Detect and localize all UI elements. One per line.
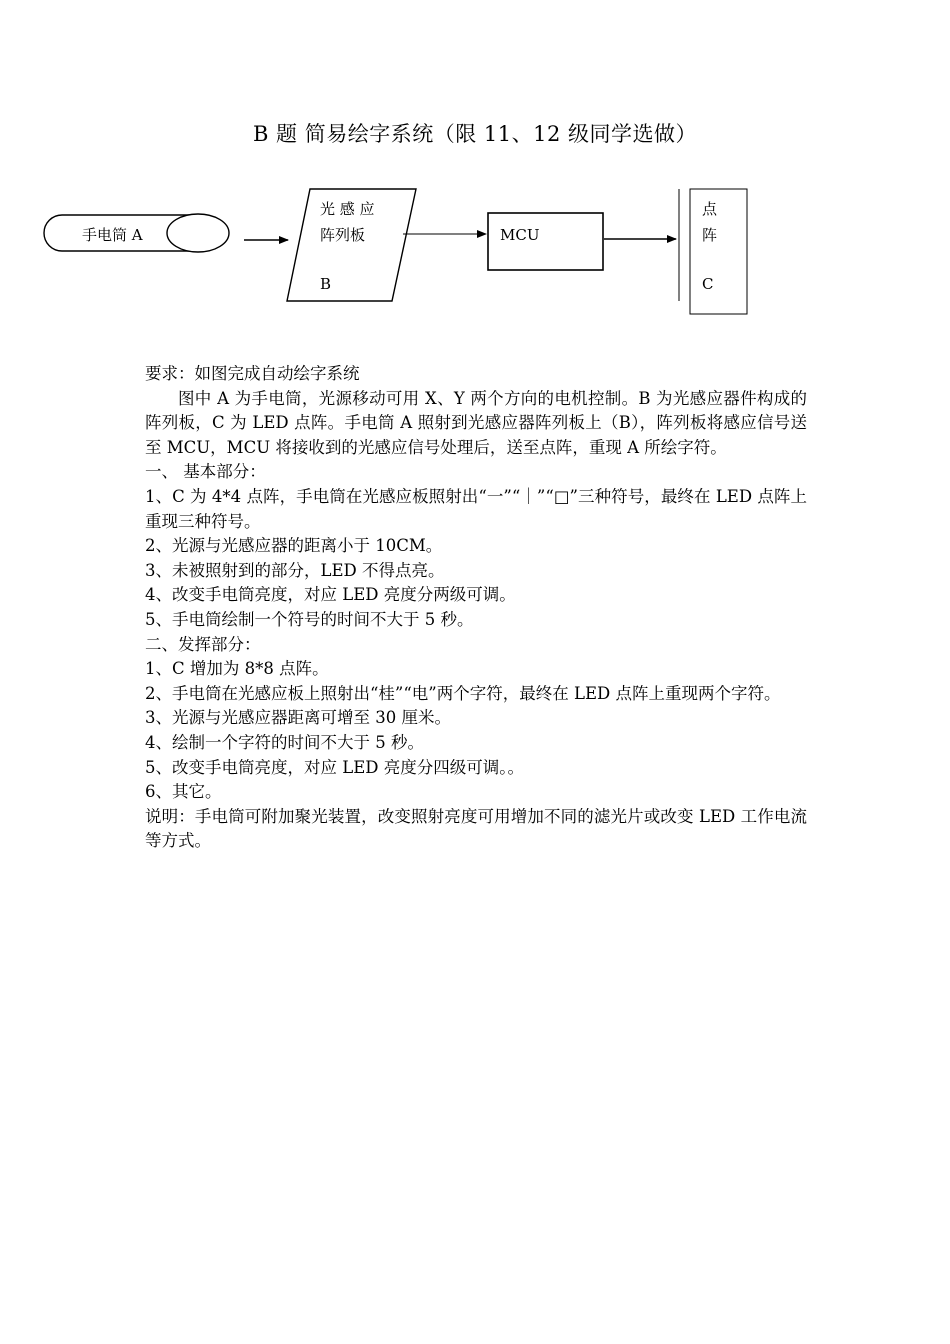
paragraph: 3、光源与光感应器距离可增至 30 厘米。	[145, 708, 451, 728]
system-diagram	[0, 180, 950, 325]
paragraph: 1、C 为 4*4 点阵，手电筒在光感应板照射出“一”“｜”“□”三种符号，最终在 LED 点阵上重现三种符号。	[145, 486, 807, 531]
paragraph: 1、C 增加为 8*8 点阵。	[145, 659, 329, 679]
paragraph: 4、绘制一个字符的时间不大于 5 秒。	[145, 732, 424, 752]
paragraph: 5、手电筒绘制一个符号的时间不大于 5 秒。	[145, 609, 474, 629]
paragraph: 说明：手电筒可附加聚光装置，改变照射亮度可用增加不同的滤光片或改变 LED 工作电流等方式。	[145, 806, 807, 851]
mcu-label: MCU	[500, 226, 540, 244]
paragraph: 二、发挥部分：	[145, 634, 261, 654]
sensor-letter: B	[320, 275, 332, 293]
sensor-label-line2: 阵列板	[320, 226, 366, 244]
led-matrix-c	[679, 189, 747, 314]
sensor-array-b	[287, 189, 416, 301]
flashlight-label: 手电筒 A	[82, 226, 143, 244]
flashlight-head	[167, 214, 229, 252]
mcu-block	[488, 213, 603, 270]
paragraph: 图中 A 为手电筒，光源移动可用 X、Y 两个方向的电机控制。B 为光感应器件构成的阵列板，C 为 LED 点阵。手电筒 A 照射到光感应器阵列板上（B），阵列板将感应信号送至 MCU，MCU 将接收到的光感应信号处理后，送至点阵，重现 A 所绘字符。	[145, 388, 807, 457]
paragraph: 6、其它。	[145, 782, 222, 802]
matrix-letter: C	[702, 275, 714, 293]
paragraph: 一、 基本部分：	[145, 462, 266, 482]
sensor-label-line1: 光 感 应	[320, 200, 375, 218]
paragraph: 3、未被照射到的部分，LED 不得点亮。	[145, 560, 445, 580]
matrix-label-line2: 阵	[702, 226, 718, 244]
paragraph: 4、改变手电筒亮度，对应 LED 亮度分两级可调。	[145, 585, 516, 605]
matrix-rect	[690, 189, 747, 314]
paragraph: 要求：如图完成自动绘字系统	[145, 364, 360, 383]
page-title: B 题 简易绘字系统（限 11、12 级同学选做）	[252, 122, 698, 146]
flashlight-a	[44, 214, 229, 252]
paragraph: 2、光源与光感应器的距离小于 10CM。	[145, 536, 443, 556]
matrix-label-line1: 点	[702, 200, 718, 218]
requirements-text	[145, 362, 807, 854]
paragraph: 2、手电筒在光感应板上照射出“桂”“电”两个字符，最终在 LED 点阵上重现两个字符。	[145, 683, 781, 703]
paragraph: 5、改变手电筒亮度，对应 LED 亮度分四级可调。。	[145, 757, 524, 777]
